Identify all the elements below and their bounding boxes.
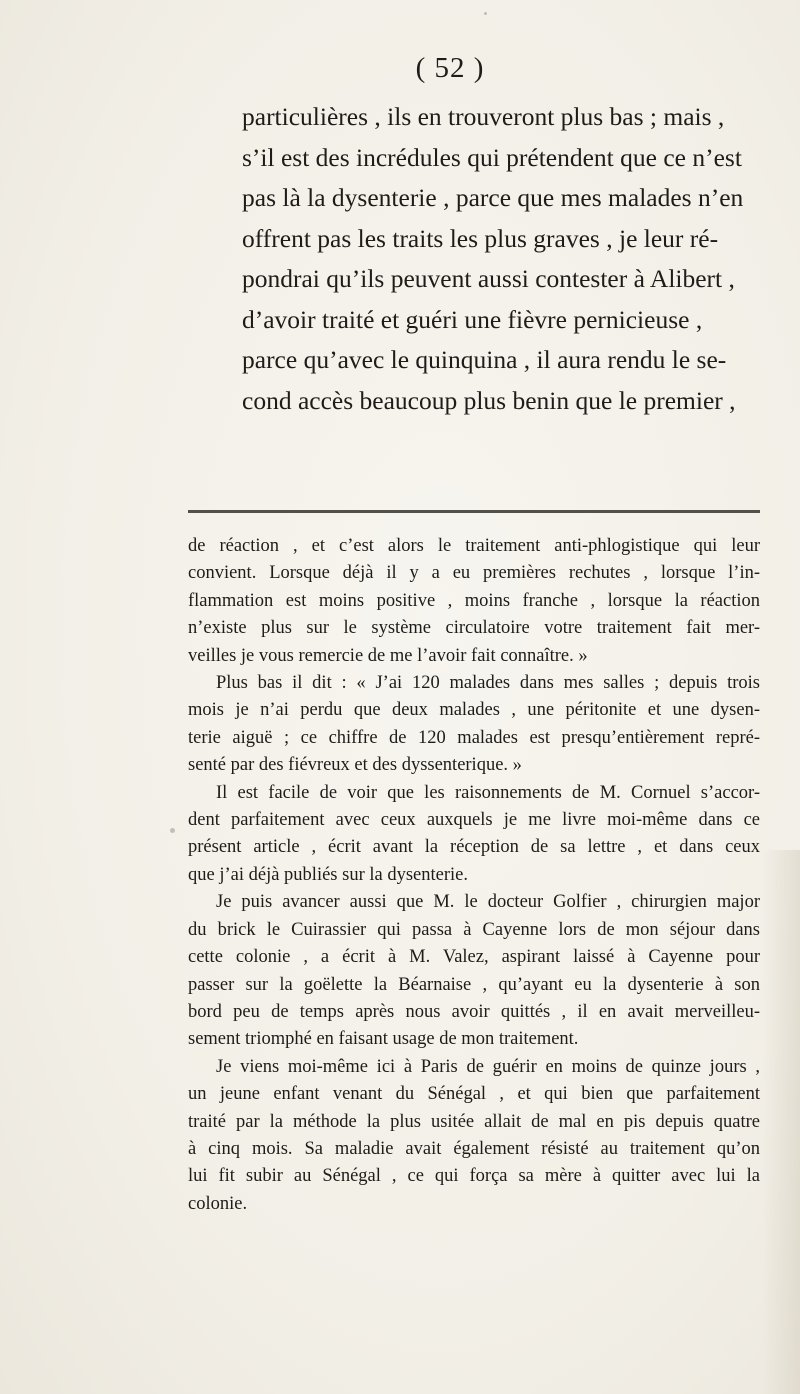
text-line: Je viens moi-même ici à Paris de guérir en moins de quinze jours ,: [216, 1056, 760, 1077]
text-line: que j’ai déjà publiés sur la dysenterie.: [188, 864, 468, 885]
horizontal-rule: [188, 510, 760, 513]
text-line: du brick le Cuirassier qui passa à Cayenne lors de mon séjour dans: [188, 919, 760, 940]
text-line: Plus bas il dit : « J’ai 120 malades dans mes salles ; depuis trois: [216, 673, 760, 694]
text-line: parce qu’avec le quinquina , il aura rendu le se-: [242, 345, 727, 374]
text-line: sement triomphé en faisant usage de mon traitement.: [188, 1029, 579, 1050]
paper-speck: [170, 828, 175, 833]
paper-speck: [484, 12, 487, 15]
text-line: senté par des fiévreux et des dyssenterique. »: [188, 755, 522, 776]
text-line: passer sur la goëlette la Béarnaise , qu’ayant eu la dysenterie à son: [188, 974, 760, 995]
text-line: offrent pas les traits les plus graves , je leur ré-: [242, 223, 719, 253]
text-line: s’il est des incrédules qui prétendent que ce n’est: [242, 142, 742, 172]
text-line: flammation est moins positive , moins franche , lorsque la réaction: [188, 590, 760, 611]
footnote-block: [188, 533, 760, 1218]
text-line: Je puis avancer aussi que M. le docteur Golfier , chirurgien major: [216, 892, 760, 913]
upper-paragraph: [242, 97, 744, 421]
text-line: colonie.: [188, 1193, 248, 1214]
text-line: d’avoir traité et guéri une fièvre pernicieuse ,: [242, 304, 703, 334]
text-line: dent parfaitement avec ceux auxquels je me livre moi-même dans ce: [188, 810, 760, 831]
paper-edge-stain: [762, 850, 800, 1394]
text-line: pas là la dysenterie , parce que mes malades n’en: [242, 183, 744, 212]
text-line: traité par la méthode la plus usitée allait de mal en pis depuis quatre: [188, 1111, 760, 1132]
text-line: n’existe plus sur le système circulatoire votre traitement fait mer-: [188, 618, 760, 639]
text-line: particulières , ils en trouveront plus bas ; mais ,: [242, 102, 725, 131]
text-line: de réaction , et c’est alors le traitement anti-phlogistique qui leur: [188, 536, 760, 556]
text-line: lui fit subir au Sénégal , ce qui força sa mère à quitter avec lui la: [188, 1166, 760, 1187]
text-line: un jeune enfant venant du Sénégal , et qui bien que parfaitement: [188, 1084, 760, 1105]
text-line: bord peu de temps après nous avoir quittés , il en avait merveilleu-: [188, 1001, 760, 1022]
text-line: terie aiguë ; ce chiffre de 120 malades est presqu’entièrement repré-: [188, 727, 760, 748]
text-line: mois je n’ai perdu que deux malades , une péritonite et une dysen-: [188, 700, 760, 721]
text-line: Il est facile de voir que les raisonnements de M. Cornuel s’accor-: [216, 782, 760, 803]
text-line: convient. Lorsque déjà il y a eu premières rechutes , lorsque l’in-: [188, 563, 760, 584]
text-line: cette colonie , a écrit à M. Valez, aspirant laissé à Cayenne pour: [188, 947, 760, 968]
text-line: à cinq mois. Sa maladie avait également résisté au traitement qu’on: [188, 1138, 760, 1159]
text-line: présent article , écrit avant la réception de sa lettre , et dans ceux: [188, 837, 760, 858]
text-line: veilles je vous remercie de me l’avoir fait connaître. »: [188, 645, 588, 666]
page-number: ( 52 ): [415, 52, 485, 84]
text-line: cond accès beaucoup plus benin que le premier ,: [242, 385, 736, 415]
text-line: pondrai qu’ils peuvent aussi contester à Alibert ,: [242, 264, 735, 293]
